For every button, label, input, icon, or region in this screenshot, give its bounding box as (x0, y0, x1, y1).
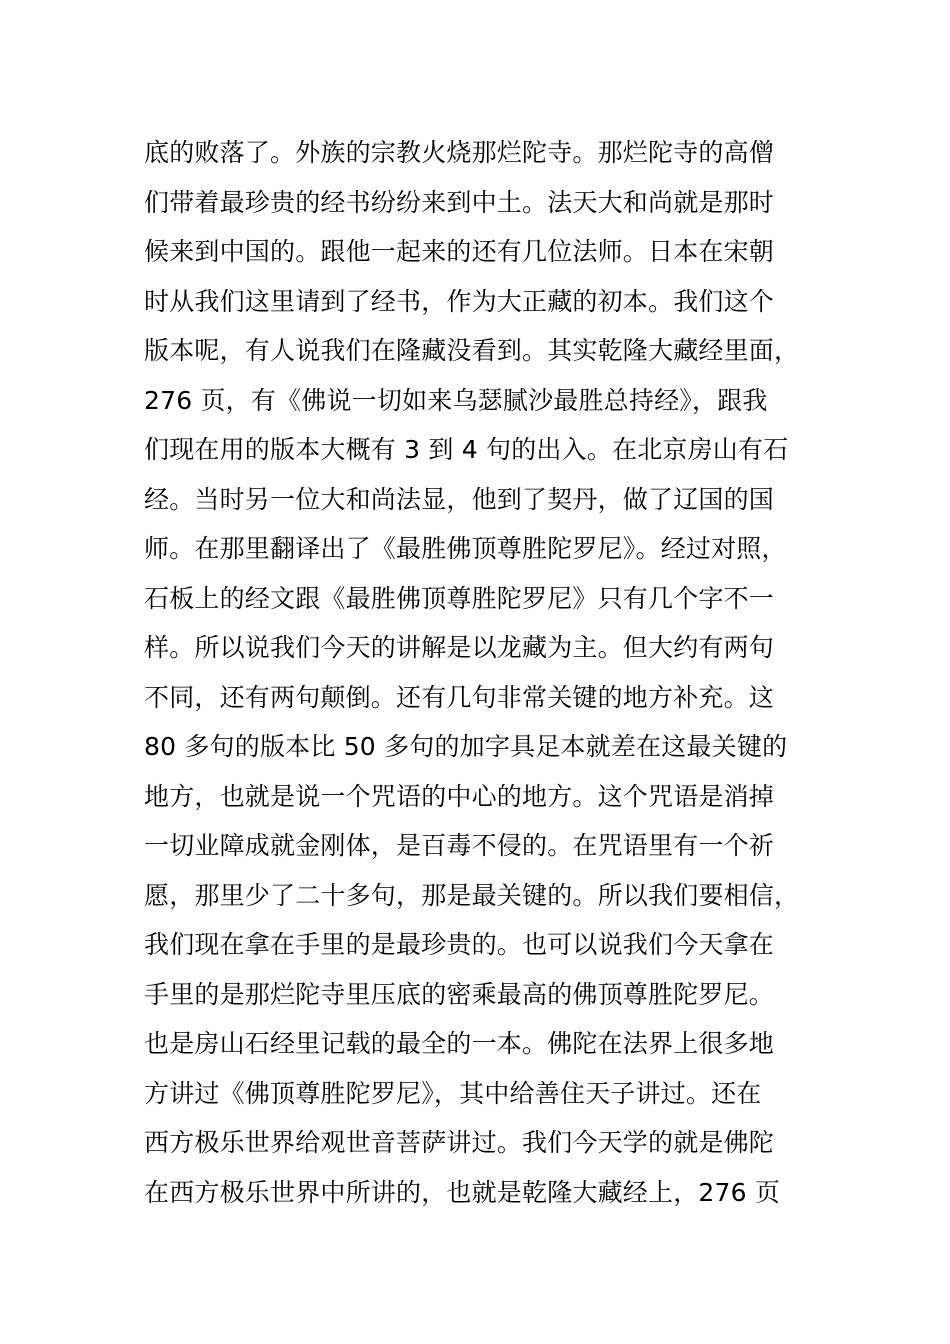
text-line: 手里的是那烂陀寺里压底的密乘最高的佛顶尊胜陀罗尼。 (144, 979, 775, 1009)
text-line: 们现在用的版本大概有 3 到 4 句的出入。在北京房山有石 (144, 435, 789, 464)
text-line: 不同，还有两句颠倒。还有几句非常关键的地方补充。这 (144, 682, 775, 712)
text-line: 经。当时另一位大和尚法显，他到了契丹，做了辽国的国 (144, 484, 775, 514)
text-line: 方讲过《佛顶尊胜陀罗尼》，其中给善住天子讲过。还在 (144, 1078, 762, 1108)
text-line: 也是房山石经里记载的最全的一本。佛陀在法界上很多地 (144, 1029, 775, 1058)
text-line: 在西方极乐世界中所讲的，也就是乾隆大藏经上，276 页 (144, 1177, 781, 1207)
text-line: 版本呢，有人说我们在隆藏没看到。其实乾隆大藏经里面， (144, 336, 800, 365)
text-line: 时从我们这里请到了经书，作为大正藏的初本。我们这个 (144, 286, 775, 316)
text-line: 们带着最珍贵的经书纷纷来到中土。法天大和尚就是那时 (144, 187, 775, 217)
text-line: 师。在那里翻译出了《最胜佛顶尊胜陀罗尼》。经过对照， (144, 534, 787, 563)
text-line: 愿，那里少了二十多句，那是最关键的。所以我们要相信， (144, 880, 800, 910)
text-line: 我们现在拿在手里的是最珍贵的。也可以说我们今天拿在 (144, 930, 775, 959)
text-line: 样。所以说我们今天的讲解是以龙藏为主。但大约有两句 (144, 633, 775, 662)
text-line: 石板上的经文跟《最胜佛顶尊胜陀罗尼》只有几个字不一 (144, 583, 775, 613)
text-line: 一切业障成就金刚体，是百毒不侵的。在咒语里有一个祈 (144, 831, 775, 860)
text-line: 276 页，有《佛说一切如来乌瑟腻沙最胜总持经》，跟我 (144, 385, 768, 415)
text-line: 底的败落了。外族的宗教火烧那烂陀寺。那烂陀寺的高僧 (144, 138, 775, 167)
text-line: 西方极乐世界给观世音菩萨讲过。我们今天学的就是佛陀 (144, 1128, 775, 1157)
body-text (144, 128, 804, 1217)
text-line: 候来到中国的。跟他一起来的还有几位法师。日本在宋朝 (144, 237, 775, 266)
text-line: 80 多句的版本比 50 多句的加字具足本就差在这最关键的 (144, 732, 788, 761)
text-line: 地方，也就是说一个咒语的中心的地方。这个咒语是消掉 (144, 781, 775, 811)
